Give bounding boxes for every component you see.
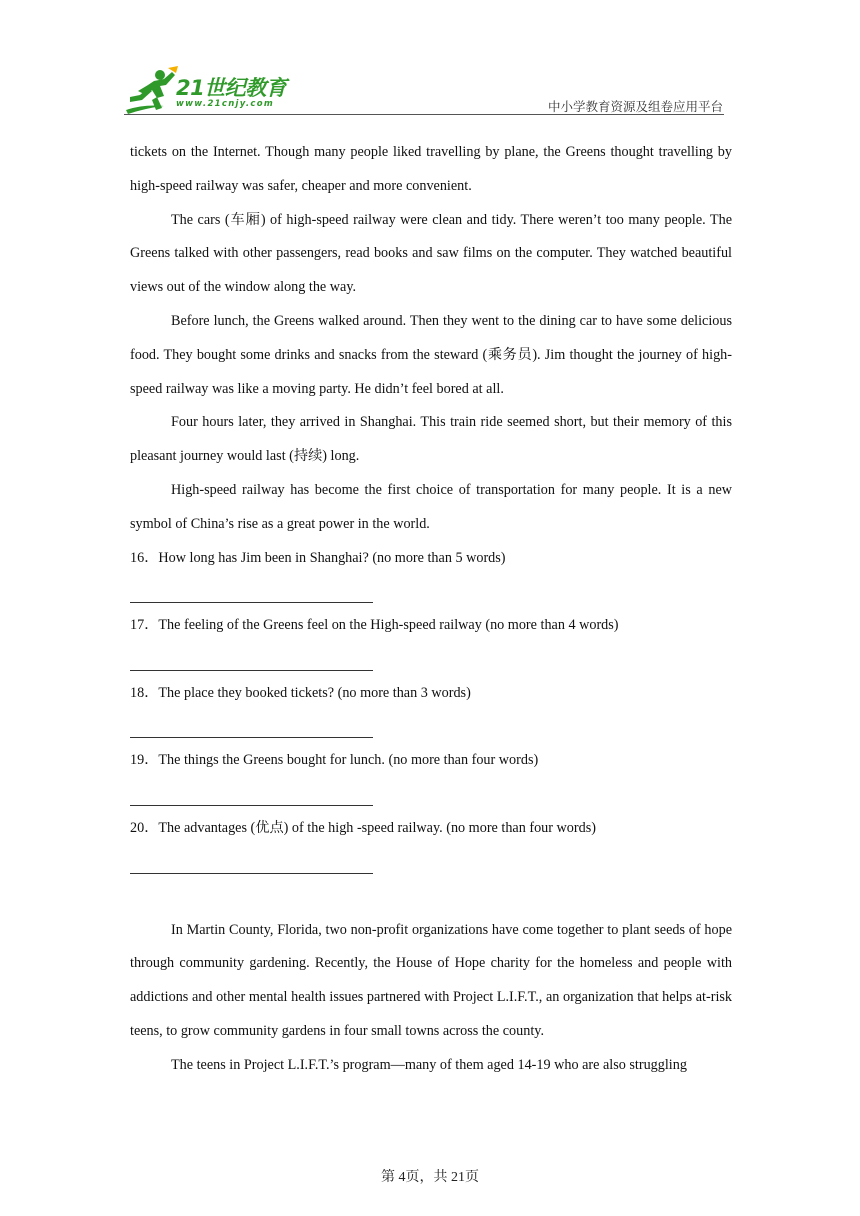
answer-blank-17[interactable] [130,643,373,677]
passage1-paragraph-4: Four hours later, they arrived in Shanghai. This train ride seemed short, but their memory of this pleasant journey would last (持续) long. [130,414,732,465]
question-18: 18．The place they booked tickets? (no more than 3 words) [130,684,471,701]
answer-blank-16[interactable] [130,575,373,609]
answer-blank-20[interactable] [130,846,373,880]
logo-text: 21世纪教育 [176,76,287,100]
passage1-paragraph-5: High-speed railway has become the first choice of transportation for many people. It is a new symbol of China’s rise as a great power in the world. [130,481,732,532]
question-17: 17．The feeling of the Greens feel on the High-speed railway (no more than 4 words) [130,617,619,634]
question-20: 20．The advantages (优点) of the high -speed railway. (no more than four words) [130,819,596,836]
logo-url: www.21cnjy.com [176,99,274,109]
page-number: 第 4页，共 21页 [381,1170,479,1185]
platform-name: 中小学教育资源及组卷应用平台 [547,99,723,114]
question-16: 16．How long has Jim been in Shanghai? (no more than 5 words) [130,549,506,566]
question-19: 19．The things the Greens bought for lunch. (no more than four words) [130,752,539,769]
passage2-paragraph-1: In Martin County, Florida, two non-profit organizations have come together to plant seeds of hope through community gardening. Recently, the House of Hope charity for the homeless and people with addictions and other mental health issues partnered with Project L.I.F.T., an organization that helps at-risk teens, to grow community gardens in four small towns across the county. [130,921,732,1039]
passage1-paragraph-2: The cars (车厢) of high-speed railway were clean and tidy. There weren’t too many people. The Greens talked with other passengers, read books and saw films on the computer. They watched beautiful views out of the window along the way. [130,211,732,296]
page-content [130,136,732,1083]
page-header [0,0,860,120]
runner-icon [124,66,180,116]
header-divider [124,114,724,115]
passage2-paragraph-2: The teens in Project L.I.F.T.’s program—many of them aged 14-19 who are also struggling [171,1056,687,1073]
logo [124,66,294,116]
section-gap [130,880,732,914]
passage1-paragraph-3: Before lunch, the Greens walked around. Then they went to the dining car to have some delicious food. They bought some drinks and snacks from the steward (乘务员). Jim thought the journey of high-speed railway was like a moving party. He didn’t feel bored at all. [130,312,732,397]
answer-blank-18[interactable] [130,711,373,745]
passage1-paragraph-1: tickets on the Internet. Though many people liked travelling by plane, the Greens thought travelling by high-speed railway was safer, cheaper and more convenient. [130,144,732,194]
answer-blank-19[interactable] [130,778,373,812]
